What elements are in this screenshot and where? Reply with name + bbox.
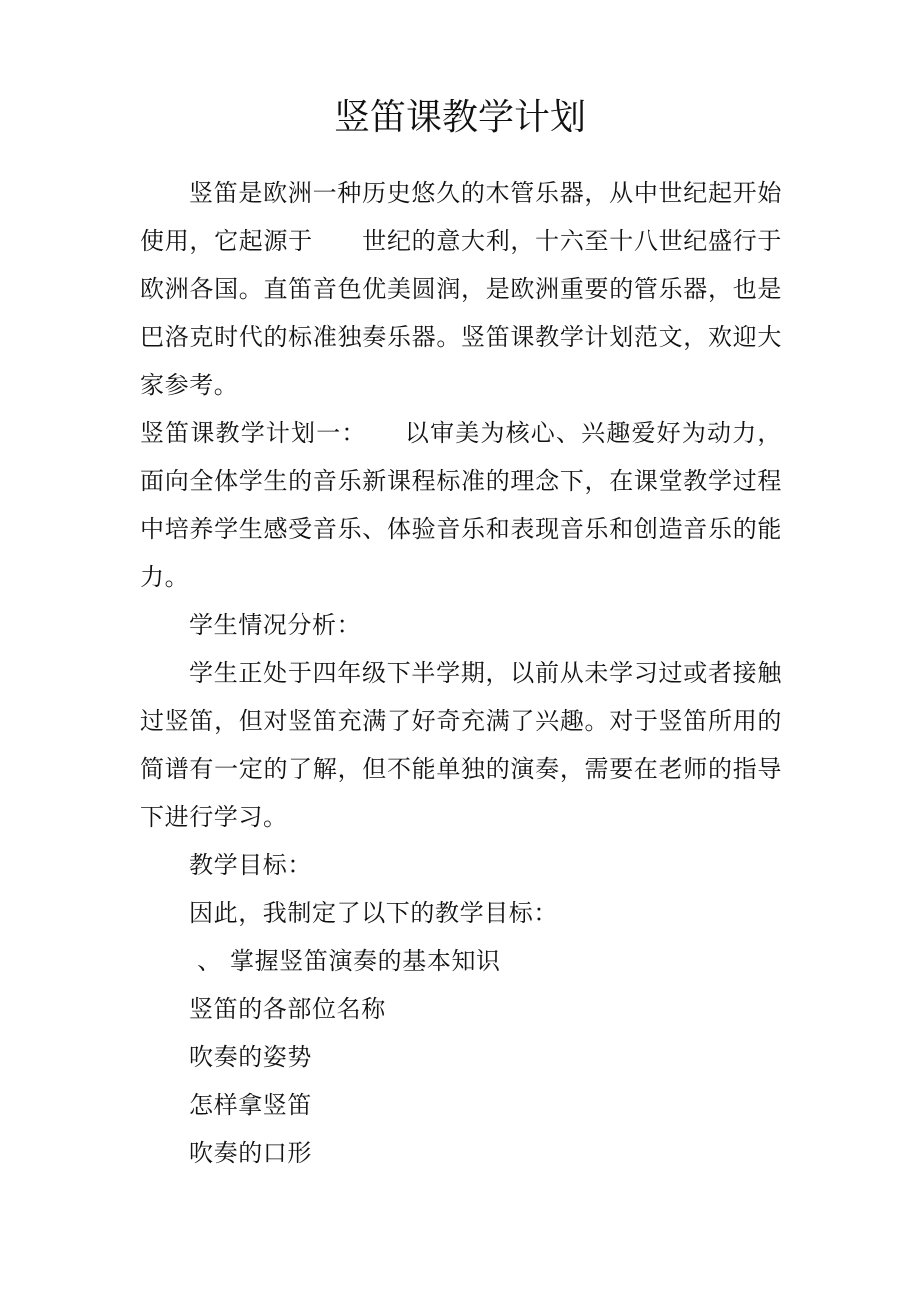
section-heading: 教学目标： xyxy=(189,851,312,879)
paragraph-line: 竖笛课教学计划一： 以审美为核心、兴趣爱好为动力， xyxy=(140,419,782,447)
paragraph-line: 使用，它起源于 世纪的意大利，十六至十八世纪盛行于 xyxy=(140,227,782,255)
document-body xyxy=(140,169,782,1177)
paragraph-line: 巴洛克时代的标准独奏乐器。竖笛课教学计划范文，欢迎大 xyxy=(140,323,782,351)
paragraph-line: 因此，我制定了以下的教学目标： xyxy=(189,899,558,927)
paragraph-line: 欧洲各国。直笛音色优美圆润，是欧洲重要的管乐器，也是 xyxy=(140,275,782,303)
paragraph-line: 学生正处于四年级下半学期，以前从未学习过或者接触 xyxy=(189,659,782,687)
paragraph-line: 力。 xyxy=(140,563,190,591)
paragraph-line: 简谱有一定的了解，但不能单独的演奏，需要在老师的指导 xyxy=(140,755,782,783)
paragraph-line: 面向全体学生的音乐新课程标准的理念下，在课堂教学过程 xyxy=(140,467,782,495)
paragraph-line: 竖笛是欧洲一种历史悠久的木管乐器，从中世纪起开始 xyxy=(189,179,782,207)
paragraph-line: 家参考。 xyxy=(140,371,239,399)
section-heading: 学生情况分析： xyxy=(189,611,362,639)
document-title: 竖笛课教学计划 xyxy=(333,97,586,138)
list-item: 、 掌握竖笛演奏的基本知识 xyxy=(189,947,501,975)
list-item: 怎样拿竖笛 xyxy=(189,1091,312,1119)
list-item: 吹奏的姿势 xyxy=(189,1043,312,1071)
list-item: 竖笛的各部位名称 xyxy=(189,995,386,1023)
paragraph-line: 中培养学生感受音乐、体验音乐和表现音乐和创造音乐的能 xyxy=(140,515,782,543)
list-item: 吹奏的口形 xyxy=(189,1139,312,1167)
paragraph-line: 过竖笛，但对竖笛充满了好奇充满了兴趣。对于竖笛所用的 xyxy=(140,707,782,735)
paragraph-line: 下进行学习。 xyxy=(140,803,288,831)
